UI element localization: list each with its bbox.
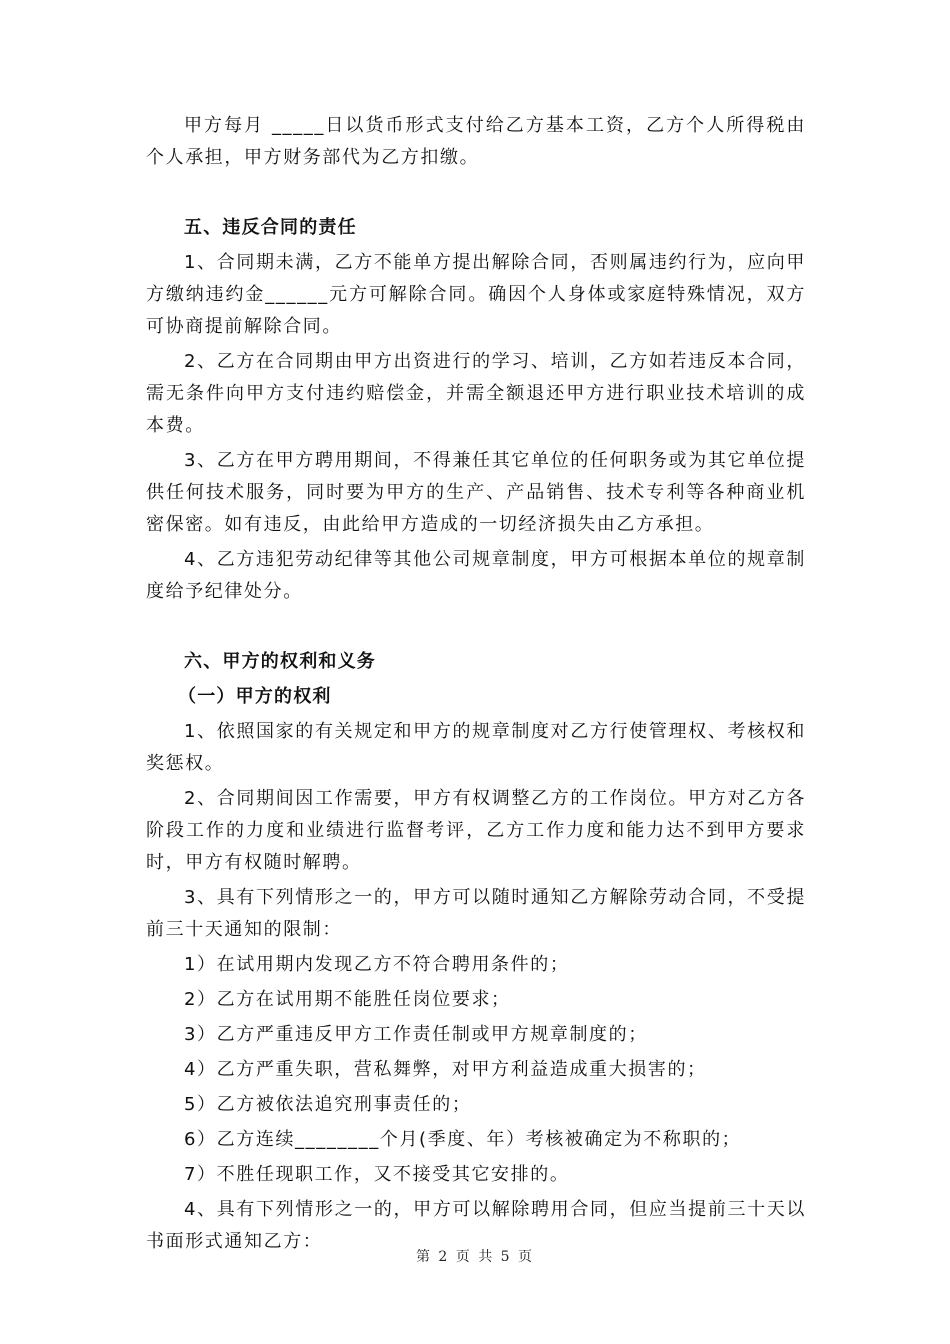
termination-case-5: 5）乙方被依法追究刑事责任的； (184, 1094, 472, 1115)
section-5-title: 五、违反合同的责任 (184, 217, 357, 238)
section-6-item-2: 2、合同期间因工作需要，甲方有权调整乙方的工作岗位。甲方对乙方各阶段工作的力度和业绩进行监督考评，乙方工作力度和能力达不到甲方要求时，甲方有权随时解聘。 (146, 788, 806, 873)
document-body (146, 110, 806, 1261)
section-5-item-1: 1、合同期未满，乙方不能单方提出解除合同，否则属违约行为，应向甲方缴纳违约金______元方可解除合同。确因个人身体或家庭特殊情况，双方可协商提前解除合同。 (146, 252, 806, 337)
salary-paragraph: 甲方每月 _____日以货币形式支付给乙方基本工资，乙方个人所得税由个人承担，甲方财务部代为乙方扣缴。 (146, 115, 806, 168)
section-5-item-2: 2、乙方在合同期由甲方出资进行的学习、培训，乙方如若违反本合同，需无条件向甲方支付违约赔偿金，并需全额退还甲方进行职业技术培训的成本费。 (146, 351, 806, 436)
section-6-item-4: 4、具有下列情形之一的，甲方可以解除聘用合同，但应当提前三十天以书面形式通知乙方： (146, 1199, 806, 1252)
section-5-item-4: 4、乙方违犯劳动纪律等其他公司规章制度，甲方可根据本单位的规章制度给予纪律处分。 (146, 549, 806, 602)
termination-case-1: 1）在试用期内发现乙方不符合聘用条件的； (184, 954, 570, 975)
termination-case-4: 4）乙方严重失职，营私舞弊，对甲方利益造成重大损害的； (184, 1059, 707, 1080)
page-number: 第 2 页 共 5 页 (415, 1249, 535, 1265)
section-spacer (146, 611, 806, 646)
section-6-title: 六、甲方的权利和义务 (184, 651, 376, 672)
section-6-item-1: 1、依照国家的有关规定和甲方的规章制度对乙方行使管理权、考核权和奖惩权。 (146, 721, 806, 774)
termination-case-2: 2）乙方在试用期不能胜任岗位要求； (184, 989, 511, 1010)
section-6-item-3: 3、具有下列情形之一的，甲方可以随时通知乙方解除劳动合同，不受提前三十天通知的限制： (146, 887, 806, 940)
termination-case-3: 3）乙方严重违反甲方工作责任制或甲方规章制度的； (184, 1024, 648, 1045)
section-spacer (146, 177, 806, 212)
section-5-item-3: 3、乙方在甲方聘用期间，不得兼任其它单位的任何职务或为其它单位提供任何技术服务，同时要为甲方的生产、产品销售、技术专利等各种商业机密保密。如有违反，由此给甲方造成的一切经济损失由乙方承担。 (146, 450, 806, 535)
termination-case-7: 7）不胜任现职工作，又不接受其它安排的。 (184, 1164, 570, 1185)
termination-case-6: 6）乙方连续________个月(季度、年）考核被确定为不称职的； (184, 1129, 742, 1150)
section-6-subtitle: （一）甲方的权利 (178, 686, 332, 707)
